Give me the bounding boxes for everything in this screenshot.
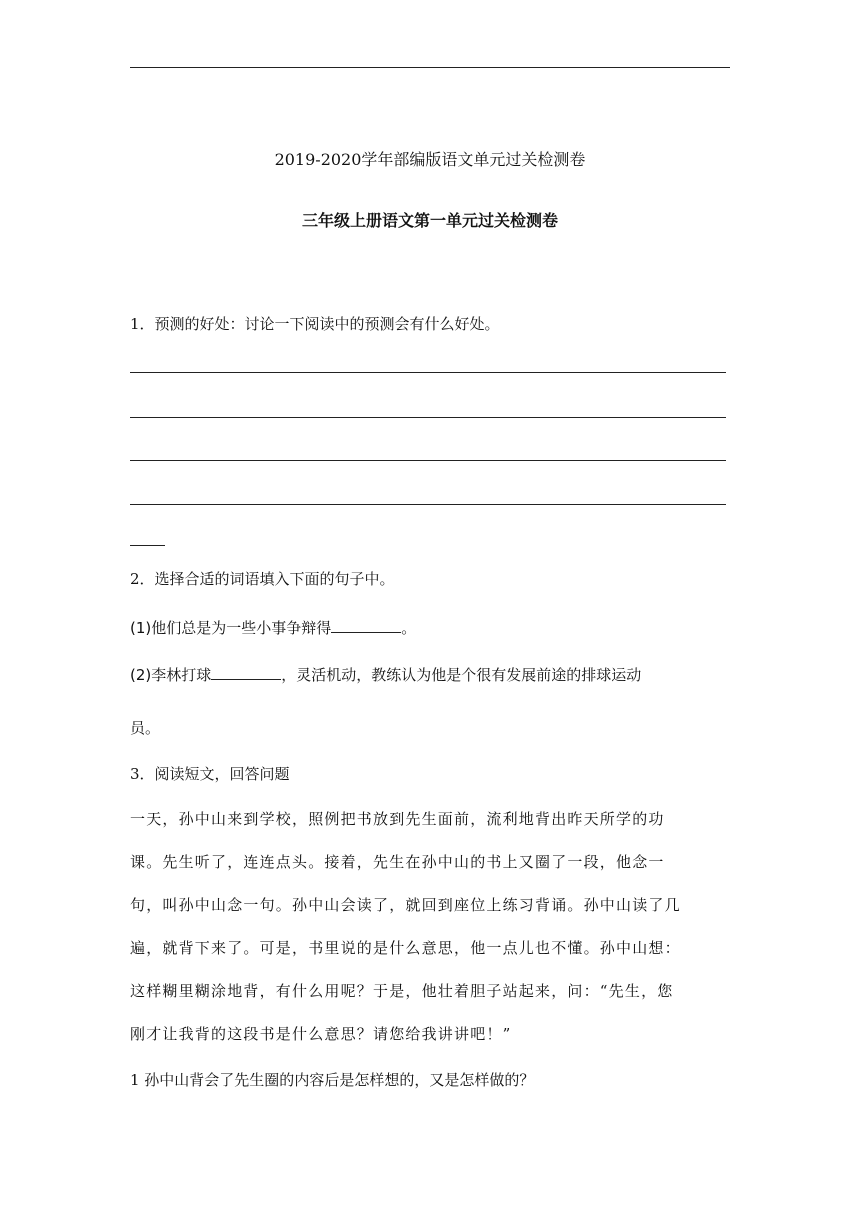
passage-line: 遍，就背下来了。可是，书里说的是什么意思，他一点儿也不懂。孙中山想： [130,939,681,957]
fill-blank-1[interactable] [331,616,401,633]
passage-line: 这样糊里糊涂地背，有什么用呢？于是，他壮着胆子站起来，问：“先生，您 [130,982,674,1000]
item-1-text-after: 。 [401,619,417,637]
passage-line: 一天，孙中山来到学校，照例把书放到先生面前，流利地背出昨天所学的功 [130,810,665,828]
page-subtitle: 三年级上册语文第一单元过关检测卷 [301,211,558,230]
page-title: 2019-2020学年部编版语文单元过关检测卷 [274,150,586,169]
answer-line-end [130,545,165,546]
header-rule [130,67,730,68]
question-2-prompt: 2．选择合适的词语填入下面的句子中。 [130,570,395,588]
question-2-item-1 [130,616,416,638]
question-3-sub-1: 1 孙中山背会了先生圈的内容后是怎样想的，又是怎样做的？ [130,1071,535,1089]
passage-line: 句，叫孙中山念一句。孙中山会读了，就回到座位上练习背诵。孙中山读了几 [130,896,681,914]
answer-line [130,504,726,505]
answer-line [130,417,726,418]
item-1-text-before: (1)他们总是为一些小事争辩得 [130,619,332,637]
fill-blank-2[interactable] [211,663,281,680]
item-2-text-before: (2)李林打球 [130,666,212,684]
question-1-prompt: 1．预测的好处：讨论一下阅读中的预测会有什么好处。 [130,315,500,333]
question-2-item-2 [130,663,641,685]
question-2-item-2-continued: 员。 [130,719,161,737]
passage-line: 课。先生听了，连连点头。接着，先生在孙中山的书上又圈了一段，他念一 [130,853,665,871]
item-2-text-after: ，灵活机动，教练认为他是个很有发展前途的排球运动 [281,666,642,684]
question-3-prompt: 3．阅读短文，回答问题 [130,765,290,783]
answer-line [130,372,726,373]
answer-line [130,460,726,461]
passage-line: 刚才让我背的这段书是什么意思？请您给我讲讲吧！” [130,1025,512,1043]
